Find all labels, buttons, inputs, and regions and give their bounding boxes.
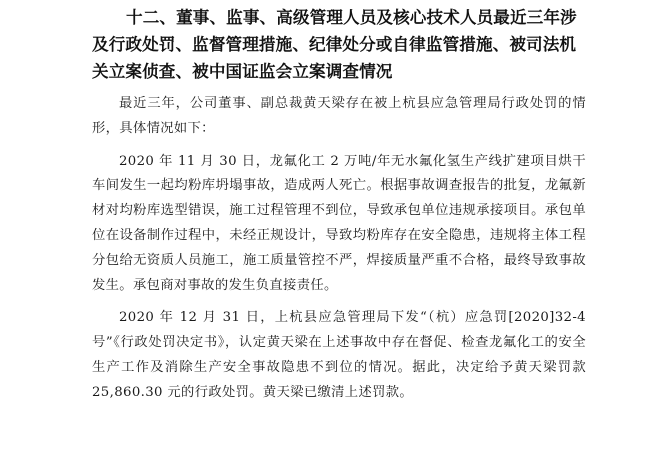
paragraph-incident: 2020 年 11 月 30 日，龙氟化工 2 万吨/年无水氟化氢生产线扩建项目烘干车间发生一起均粉库坍塌事故，造成两人死亡。根据事故调查报告的批复，龙氟新材对均粉库选型错误，施工过程管理不到位，导致承包单位违规承接项目。承包单位在设备制作过程中，未经正规设计，导致均粉库存在安全隐患，违规将主体工程分包给无资质人员施工，施工质量管控不严，焊接质量严重不合格，最终导致事故发生。承包商对事故的发生负直接责任。 [92,153,586,293]
paragraph-intro: 最近三年，公司董事、副总裁黄天梁存在被上杭县应急管理局行政处罚的情形，具体情况如下： [92,96,586,136]
section-heading: 十二、董事、监事、高级管理人员及核心技术人员最近三年涉及行政处罚、监督管理措施、纪律处分或自律监管措施、被司法机关立案侦查、被中国证监会立案调查情况 [92,8,577,81]
paragraph-penalty: 2020 年 12 月 31 日，上杭县应急管理局下发“（杭）应急罚[2020]32-4 号”《行政处罚决定书》，认定黄天梁在上述事故中存在督促、检查龙氟化工的安全生产工作及消除生产安全事故隐患不到位的情况。据此，决定给予黄天梁罚款 25,860.30 元的行政处罚。黄天梁已缴清上述罚款。 [92,310,586,400]
